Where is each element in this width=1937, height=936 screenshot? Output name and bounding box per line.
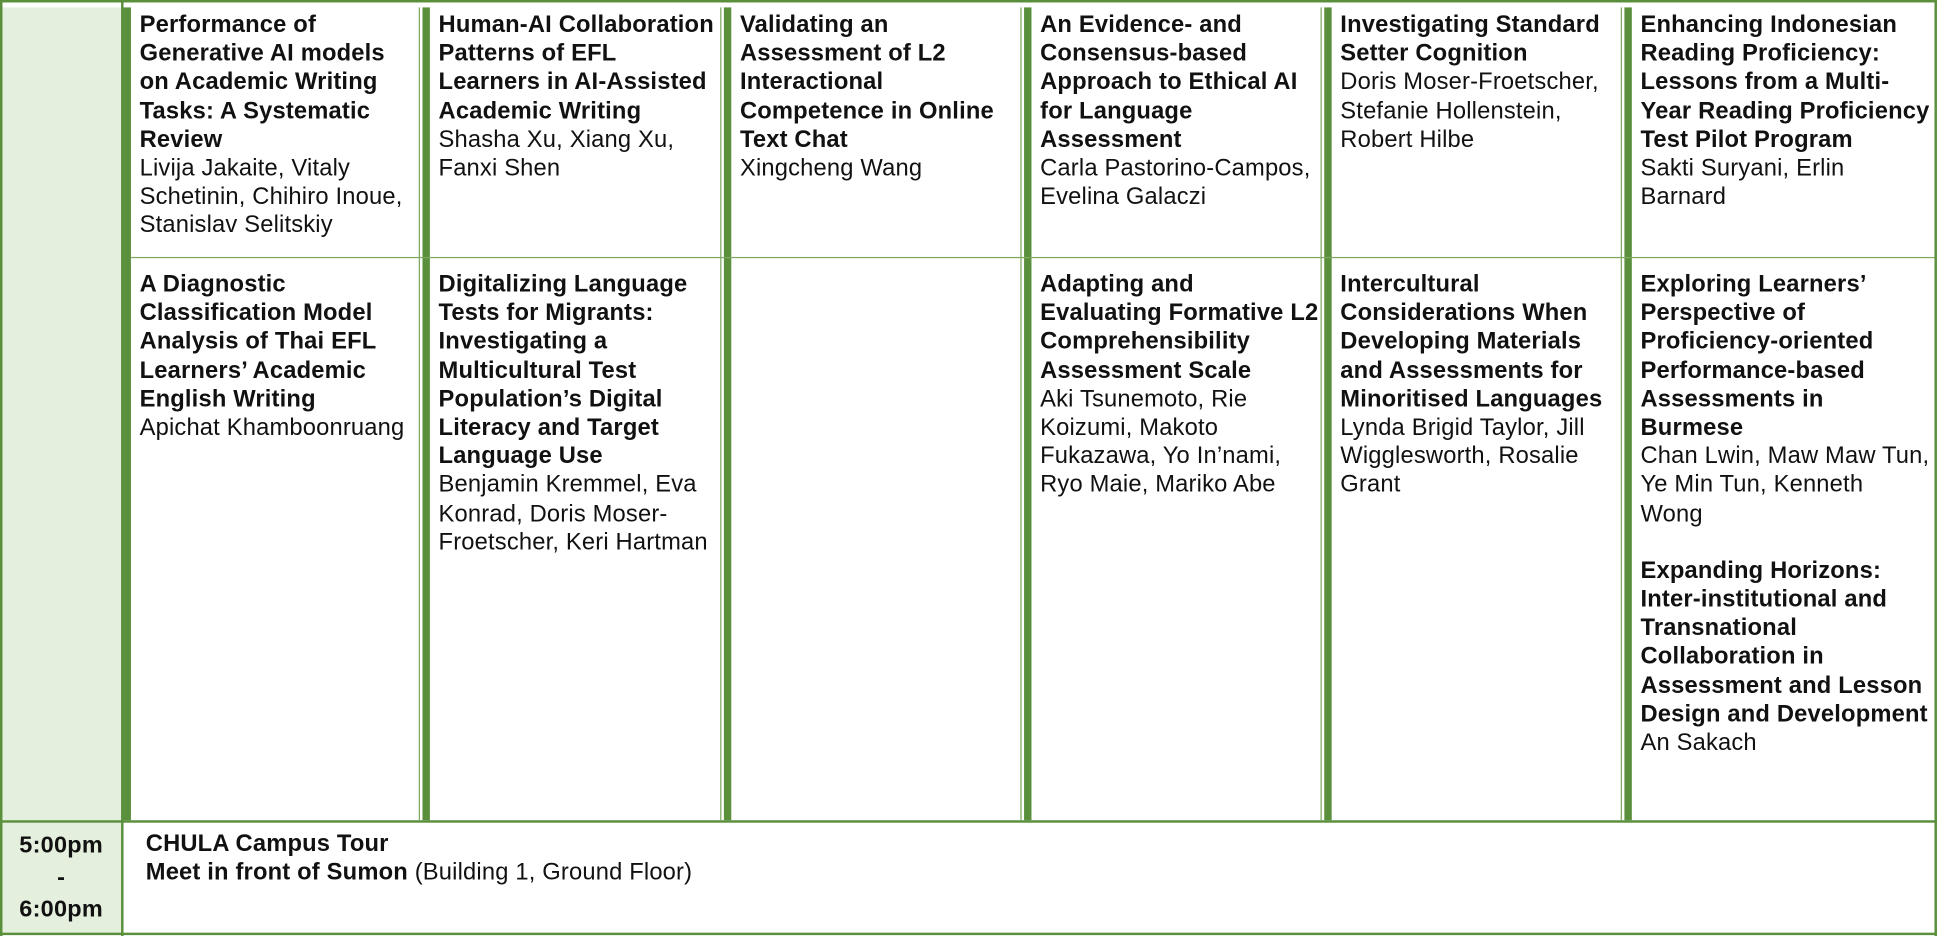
column-separator bbox=[419, 7, 420, 820]
column-bar-5 bbox=[1324, 7, 1331, 820]
paper-authors: Apichat Khamboonruang bbox=[139, 415, 405, 442]
column-bar-6 bbox=[1624, 7, 1631, 820]
session-cell bbox=[439, 271, 718, 558]
paper-title: An Evidence- and Consensus-based Approach to Ethical AI for Language Assessment bbox=[1040, 12, 1298, 153]
session-cell bbox=[439, 11, 718, 183]
time-end: 6:00pm bbox=[19, 896, 103, 923]
paper-authors: Aki Tsunemoto, Rie Koizumi, Makoto Fukazawa, Yo In’nami, Ryo Maie, Mariko Abe bbox=[1040, 386, 1282, 499]
column-separator bbox=[1321, 7, 1322, 820]
session-cell bbox=[1640, 11, 1930, 212]
paper-authors: Benjamin Kremmel, Eva Konrad, Doris Moser-Froetscher, Keri Hartman bbox=[438, 472, 708, 556]
session-cell bbox=[1640, 271, 1930, 758]
paper-title: A Diagnostic Classification Model Analysis of Thai EFL Learners’ Academic English Writing bbox=[139, 271, 376, 413]
tour-title: CHULA Campus Tour bbox=[145, 831, 389, 858]
time-start: 5:00pm bbox=[19, 832, 103, 859]
paper-authors: Livija Jakaite, Vitaly Schetinin, Chihiro Inoue, Stanislav Selitskiy bbox=[139, 155, 403, 239]
paper-title: Enhancing Indonesian Reading Proficiency: Lessons from a Multi-Year Reading Proficiency Test Pilot Program bbox=[1640, 12, 1930, 153]
paper-title: Adapting and Evaluating Formative L2 Comprehensibility Assessment Scale bbox=[1040, 271, 1319, 384]
paper-authors: Sakti Suryani, Erlin Barnard bbox=[1640, 155, 1845, 211]
paper-authors: Chan Lwin, Maw Maw Tun, Ye Min Tun, Kenneth Wong bbox=[1640, 443, 1930, 528]
session-cell bbox=[140, 11, 419, 240]
column-bar-1 bbox=[124, 7, 131, 820]
column-separator bbox=[1020, 7, 1021, 820]
paper-title: Digitalizing Language Tests for Migrants: Investigating a Multicultural Test Population’s Digital Literacy and Target Language Use bbox=[438, 271, 688, 470]
paper-title: Intercultural Considerations When Developing Materials and Assessments for Minoritised Languages bbox=[1340, 271, 1603, 413]
time-column-blank bbox=[1, 7, 121, 821]
tour-meeting-point bbox=[146, 859, 692, 888]
paper-title: Exploring Learners’ Perspective of Proficiency-oriented Performance-based Assessments in Burmese bbox=[1640, 271, 1874, 442]
session-cell bbox=[740, 11, 1019, 183]
table-border-top bbox=[0, 0, 1937, 2]
paper-title: Expanding Horizons: Inter-institutional and Transnational Collaboration in Assessment and Lesson Design and Development bbox=[1640, 558, 1928, 728]
column-bar-2 bbox=[422, 7, 429, 820]
column-bar-3 bbox=[724, 7, 731, 820]
session-divider bbox=[131, 257, 1935, 258]
tour-location: (Building 1, Ground Floor) bbox=[407, 860, 693, 886]
paper-authors: An Sakach bbox=[1640, 730, 1757, 757]
paper-title: Human-AI Collaboration Patterns of EFL Learners in AI-Assisted Academic Writing bbox=[438, 12, 714, 125]
paper-title: Validating an Assessment of L2 Interactional Competence in Online Text Chat bbox=[739, 12, 994, 153]
paper-authors: Doris Moser-Froetscher, Stefanie Hollenstein, Robert Hilbe bbox=[1340, 69, 1599, 153]
session-cell bbox=[140, 271, 419, 443]
session-cell bbox=[1340, 11, 1619, 154]
time-cell-tour bbox=[1, 823, 121, 934]
time-separator: - bbox=[57, 864, 66, 891]
session-cell bbox=[1340, 271, 1619, 500]
paper-authors: Xingcheng Wang bbox=[739, 155, 923, 182]
column-separator bbox=[1621, 7, 1622, 820]
paper-title: Investigating Standard Setter Cognition bbox=[1340, 12, 1600, 67]
session-cell bbox=[1040, 271, 1319, 500]
session-cell bbox=[1040, 11, 1319, 212]
column-separator bbox=[720, 7, 721, 820]
row-divider bbox=[0, 820, 1937, 822]
paper-authors: Lynda Brigid Taylor, Jill Wigglesworth, Rosalie Grant bbox=[1340, 415, 1585, 499]
tour-meet-label: Meet in front of Sumon bbox=[145, 860, 408, 886]
paper-title: Performance of Generative AI models on Academic Writing Tasks: A Systematic Review bbox=[139, 12, 385, 153]
campus-tour-cell bbox=[146, 830, 692, 887]
paper-authors: Shasha Xu, Xiang Xu, Fanxi Shen bbox=[438, 127, 675, 182]
table-border-bottom bbox=[0, 933, 1937, 935]
paper-authors: Carla Pastorino-Campos, Evelina Galaczi bbox=[1040, 155, 1311, 211]
spacer bbox=[1640, 528, 1930, 556]
table-border-left bbox=[0, 0, 2, 936]
column-bar-4 bbox=[1024, 7, 1031, 820]
